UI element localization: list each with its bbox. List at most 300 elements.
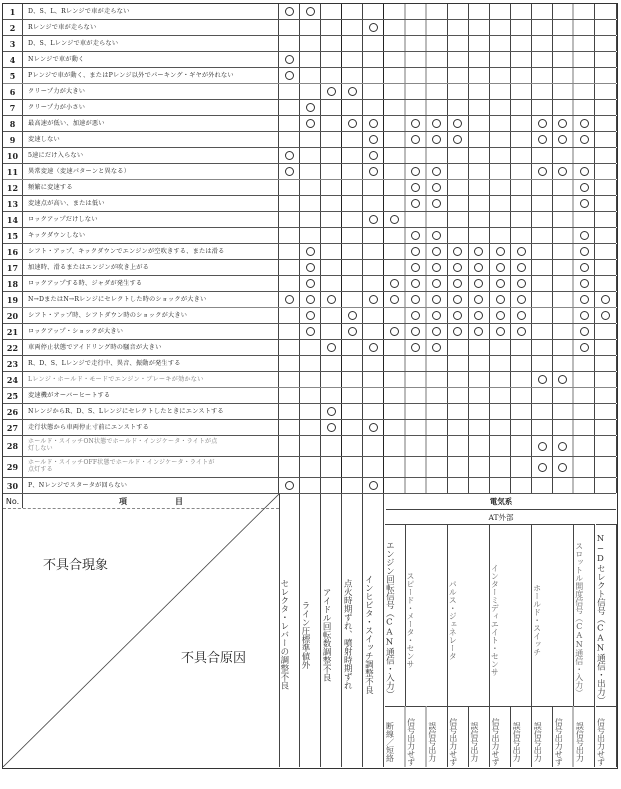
cause-cell (596, 457, 617, 477)
electrical-signal-header (406, 524, 448, 706)
cause-cell (448, 4, 469, 19)
table-row (3, 276, 616, 292)
cause-cell (532, 356, 553, 371)
row-number: 6 (3, 84, 23, 99)
cause-cell (427, 36, 448, 51)
cause-cell (553, 100, 574, 115)
electrical-signal-header (448, 524, 490, 706)
cause-cell (532, 372, 553, 387)
cause-cell (427, 100, 448, 115)
electrical-signal-header (574, 524, 595, 706)
cause-cell (532, 180, 553, 195)
row-item: N→DまたはN→Rレンジにセレクトした時のショックが大きい (23, 292, 279, 307)
circle-mark-icon (390, 215, 399, 224)
circle-mark-icon (369, 167, 378, 176)
cause-cell (300, 436, 321, 456)
cause-cell (279, 260, 300, 275)
row-item: ロックアップ・ショックが大きい (23, 324, 279, 339)
cause-cell (363, 388, 384, 403)
cause-cell (385, 372, 406, 387)
cause-cell (385, 324, 406, 339)
circle-mark-icon (285, 295, 294, 304)
row-number: 7 (3, 100, 23, 115)
cause-cell (469, 20, 490, 35)
cause-cell (553, 212, 574, 227)
cause-cell (321, 340, 342, 355)
failure-mode-header (469, 706, 490, 767)
table-row (3, 4, 616, 20)
row-number: 27 (3, 420, 23, 435)
row-item: Pレンジで車が動く、またはPレンジ以外でパーキング・ギヤが外れない (23, 68, 279, 83)
cause-cell (363, 132, 384, 147)
row-number: 18 (3, 276, 23, 291)
cause-cell (574, 180, 595, 195)
circle-mark-icon (306, 279, 315, 288)
cause-cell (342, 372, 363, 387)
cause-cell (385, 436, 406, 456)
row-number: 30 (3, 478, 23, 493)
cause-cell (490, 132, 511, 147)
circle-mark-icon (432, 199, 441, 208)
cause-cell (574, 388, 595, 403)
circle-mark-icon (517, 247, 526, 256)
table-row (3, 308, 616, 324)
circle-mark-icon (411, 263, 420, 272)
cause-cell (448, 228, 469, 243)
cause-cell (596, 292, 617, 307)
cause-cell (574, 116, 595, 131)
cause-cell (511, 180, 532, 195)
cause-cell (279, 244, 300, 259)
cause-cell (363, 36, 384, 51)
cause-cell (553, 116, 574, 131)
cause-cell (321, 36, 342, 51)
cause-cell (427, 356, 448, 371)
row-number: 17 (3, 260, 23, 275)
circle-mark-icon (517, 295, 526, 304)
cause-cell (406, 420, 427, 435)
row-item: 加速時、滑るまたはエンジンが吹き上がる (23, 260, 279, 275)
cause-cell (574, 148, 595, 163)
circle-mark-icon (411, 327, 420, 336)
cause-cell (342, 457, 363, 477)
failure-mode-header (448, 706, 469, 767)
electrical-signal-label: パルス・ジェネレータ (448, 579, 458, 660)
circle-mark-icon (411, 167, 420, 176)
cause-cell (406, 4, 427, 19)
cause-cell (469, 292, 490, 307)
failure-mode-header (385, 706, 406, 767)
circle-mark-icon (580, 135, 589, 144)
row-number: 24 (3, 372, 23, 387)
cause-cell (469, 68, 490, 83)
cause-cell (574, 356, 595, 371)
cause-cell (300, 196, 321, 211)
cause-cell (279, 196, 300, 211)
circle-mark-icon (369, 215, 378, 224)
circle-mark-icon (580, 119, 589, 128)
cause-cell (321, 212, 342, 227)
cause-cell (427, 132, 448, 147)
row-item: 変速機がオーバーヒートする (23, 388, 279, 403)
cause-cell (448, 308, 469, 323)
cause-cell (385, 478, 406, 493)
cause-cell (532, 244, 553, 259)
cause-cell (532, 457, 553, 477)
circle-mark-icon (453, 311, 462, 320)
mechanical-cause-header (342, 494, 363, 767)
cause-cell (532, 132, 553, 147)
cause-cell (511, 388, 532, 403)
cause-cell (342, 308, 363, 323)
circle-mark-icon (580, 295, 589, 304)
cause-cell (427, 20, 448, 35)
cause-cell (363, 116, 384, 131)
cause-cell (363, 324, 384, 339)
cause-cell (469, 148, 490, 163)
circle-mark-icon (285, 55, 294, 64)
cause-cell (300, 100, 321, 115)
circle-mark-icon (580, 199, 589, 208)
cause-cell (279, 356, 300, 371)
circle-mark-icon (453, 119, 462, 128)
cause-cell (490, 228, 511, 243)
table-row (3, 260, 616, 276)
cause-cell (427, 308, 448, 323)
electrical-signal-label: ホールド・スイッチ (532, 583, 542, 656)
table-row (3, 100, 616, 116)
diagnosis-table (2, 3, 618, 769)
circle-mark-icon (285, 481, 294, 490)
cause-cell (321, 132, 342, 147)
circle-mark-icon (538, 375, 547, 384)
circle-mark-icon (285, 7, 294, 16)
circle-mark-icon (327, 407, 336, 416)
electrical-signal-header (596, 524, 617, 706)
cause-cell (342, 196, 363, 211)
cause-cell (321, 276, 342, 291)
failure-mode-label: 信号出力せず (554, 718, 564, 766)
cause-cell (342, 388, 363, 403)
cause-cell (385, 100, 406, 115)
cause-cell (300, 324, 321, 339)
circle-mark-icon (390, 295, 399, 304)
circle-mark-icon (432, 295, 441, 304)
cause-cell (448, 372, 469, 387)
cause-cell (300, 228, 321, 243)
cause-cell (363, 420, 384, 435)
failure-mode-label: 信号出力せず (596, 718, 606, 766)
cause-cell (342, 36, 363, 51)
cause-cell (532, 420, 553, 435)
cause-cell (469, 244, 490, 259)
table-row (3, 436, 616, 457)
cause-cell (300, 116, 321, 131)
cause-cell (532, 388, 553, 403)
circle-mark-icon (601, 311, 610, 320)
circle-mark-icon (432, 343, 441, 352)
table-row (3, 116, 616, 132)
cause-cell (511, 52, 532, 67)
row-item: クリープ力が小さい (23, 100, 279, 115)
electrical-band (386, 494, 616, 509)
cause-cell (406, 116, 427, 131)
cause-cell (363, 212, 384, 227)
cause-cell (363, 52, 384, 67)
cause-cell (342, 132, 363, 147)
cause-cell (300, 68, 321, 83)
row-number: 20 (3, 308, 23, 323)
cause-cell (490, 148, 511, 163)
failure-mode-header (511, 706, 532, 767)
cause-cell (448, 324, 469, 339)
cause-cell (511, 68, 532, 83)
row-number: 12 (3, 180, 23, 195)
cause-cell (596, 388, 617, 403)
cause-cell (596, 478, 617, 493)
cause-cell (385, 292, 406, 307)
table-row (3, 356, 616, 372)
cause-cell (490, 420, 511, 435)
row-number: 14 (3, 212, 23, 227)
cause-cell (511, 420, 532, 435)
row-item: 走行状態から車両停止寸前にエンストする (23, 420, 279, 435)
cause-cell (342, 148, 363, 163)
cause-cell (532, 164, 553, 179)
electrical-signal-header (532, 524, 574, 706)
table-row (3, 420, 616, 436)
cause-cell (574, 4, 595, 19)
cause-cell (385, 356, 406, 371)
table-row (3, 457, 616, 478)
circle-mark-icon (306, 263, 315, 272)
circle-mark-icon (474, 279, 483, 288)
cause-cell (448, 340, 469, 355)
cause-cell (279, 308, 300, 323)
cause-cell (279, 164, 300, 179)
cause-cell (363, 308, 384, 323)
cause-cell (279, 404, 300, 419)
failure-mode-header (406, 706, 427, 767)
cause-cell (342, 164, 363, 179)
cause-cell (321, 457, 342, 477)
cause-cell (596, 52, 617, 67)
cause-cell (553, 436, 574, 456)
cause-cell (596, 180, 617, 195)
cause-cell (385, 164, 406, 179)
row-number: 19 (3, 292, 23, 307)
cause-cell (553, 148, 574, 163)
cause-cell (553, 340, 574, 355)
cause-cell (596, 84, 617, 99)
cause-cell (490, 36, 511, 51)
cause-cell (385, 196, 406, 211)
failure-mode-label: 信号出力せず (491, 718, 500, 766)
circle-mark-icon (474, 247, 483, 256)
cause-cell (363, 148, 384, 163)
cause-cell (511, 308, 532, 323)
cause-cell (574, 478, 595, 493)
row-item: シフト・アップ、キックダウンでエンジンが空吹きする、または滑る (23, 244, 279, 259)
cause-cell (321, 148, 342, 163)
cause-cell (385, 308, 406, 323)
cause-cell (406, 404, 427, 419)
cause-cell (406, 52, 427, 67)
circle-mark-icon (580, 183, 589, 192)
cause-cell (321, 388, 342, 403)
cause-cell (300, 84, 321, 99)
row-number: 25 (3, 388, 23, 403)
table-header (3, 494, 616, 767)
cause-cell (427, 196, 448, 211)
cause-cell (553, 276, 574, 291)
cause-cell (342, 20, 363, 35)
cause-cell (279, 180, 300, 195)
cause-cell (469, 436, 490, 456)
row-number: 23 (3, 356, 23, 371)
cause-cell (511, 36, 532, 51)
circle-mark-icon (496, 279, 505, 288)
mechanical-cause-label: インヒビタ・スイッチ調整不良 (363, 575, 374, 694)
cause-cell (385, 84, 406, 99)
cause-cell (574, 457, 595, 477)
table-row (3, 132, 616, 148)
cause-cell (385, 132, 406, 147)
cause-cell (532, 228, 553, 243)
circle-mark-icon (453, 327, 462, 336)
cause-cell (363, 457, 384, 477)
circle-mark-icon (327, 343, 336, 352)
cause-cell (532, 20, 553, 35)
electrical-signal-label: スピード・メータ・センサ (405, 571, 415, 668)
at-external-label: AT外部 (488, 512, 514, 522)
cause-cell (427, 436, 448, 456)
cause-cell (427, 68, 448, 83)
cause-cell (553, 457, 574, 477)
cause-cell (342, 324, 363, 339)
cause-cell (406, 164, 427, 179)
circle-mark-icon (496, 295, 505, 304)
cause-cell (532, 260, 553, 275)
cause-cell (574, 436, 595, 456)
circle-mark-icon (538, 442, 547, 451)
cause-cell (300, 276, 321, 291)
cause-cell (448, 457, 469, 477)
cause-cell (574, 308, 595, 323)
cause-cell (469, 164, 490, 179)
row-number: 26 (3, 404, 23, 419)
circle-mark-icon (538, 135, 547, 144)
circle-mark-icon (474, 295, 483, 304)
cause-cell (321, 68, 342, 83)
cause-cell (427, 180, 448, 195)
cause-cell (553, 68, 574, 83)
electrical-signal-label: スロットル開度信号（CAN通信・入力） (574, 542, 584, 697)
cause-cell (363, 228, 384, 243)
cause-cell (448, 148, 469, 163)
cause-cell (342, 84, 363, 99)
cause-cell (427, 292, 448, 307)
cause-cell (532, 404, 553, 419)
circle-mark-icon (306, 311, 315, 320)
cause-cell (427, 372, 448, 387)
cause-cell (448, 388, 469, 403)
circle-mark-icon (411, 279, 420, 288)
row-item: 最高速が低い、加速が悪い (23, 116, 279, 131)
cause-cell (574, 132, 595, 147)
cause-cell (279, 457, 300, 477)
cause-cell (448, 404, 469, 419)
row-item: 変速しない (23, 132, 279, 147)
cause-cell (406, 132, 427, 147)
cause-cell (596, 164, 617, 179)
cause-cell (553, 244, 574, 259)
cause-cell (469, 100, 490, 115)
row-item: クリープ力が大きい (23, 84, 279, 99)
cause-cell (448, 196, 469, 211)
row-item: 異常変速（変速パターンと異なる） (23, 164, 279, 179)
cause-cell (427, 212, 448, 227)
circle-mark-icon (538, 167, 547, 176)
table-row (3, 340, 616, 356)
circle-mark-icon (306, 295, 315, 304)
cause-cell (553, 196, 574, 211)
cause-cell (469, 324, 490, 339)
circle-mark-icon (306, 247, 315, 256)
cause-cell (511, 324, 532, 339)
circle-mark-icon (369, 151, 378, 160)
row-item: P、Nレンジでスタータが回らない (23, 478, 279, 493)
cause-cell (553, 84, 574, 99)
cause-cell (385, 420, 406, 435)
row-item: 5速にだけ入らない (23, 148, 279, 163)
row-item: R、D、S、Lレンジで走行中、異音、振動が発生する (23, 356, 279, 371)
cause-cell (300, 164, 321, 179)
circle-mark-icon (538, 463, 547, 472)
cause-cell (279, 212, 300, 227)
cause-cell (279, 132, 300, 147)
electrical-signal-label: インターミディエイト・センサ (490, 563, 500, 676)
cause-cell (321, 324, 342, 339)
failure-mode-header (553, 706, 574, 767)
electrical-signal-label: N−Dセレクト信号（CAN通信・出力） (595, 534, 606, 705)
cause-cell (532, 340, 553, 355)
cause-cell (596, 228, 617, 243)
cause-cell (363, 436, 384, 456)
row-number: 28 (3, 436, 23, 456)
cause-cell (511, 84, 532, 99)
cause-cell (363, 196, 384, 211)
circle-mark-icon (348, 119, 357, 128)
circle-mark-icon (580, 247, 589, 256)
cause-cell (511, 340, 532, 355)
cause-cell (532, 84, 553, 99)
cause-cell (448, 356, 469, 371)
cause-cell (300, 132, 321, 147)
cause-cell (574, 260, 595, 275)
cause-cell (406, 388, 427, 403)
cause-cell (279, 436, 300, 456)
circle-mark-icon (517, 327, 526, 336)
cause-cell (427, 340, 448, 355)
cause-cell (300, 148, 321, 163)
failure-mode-label: 断線／短絡 (385, 722, 395, 762)
cause-cell (596, 324, 617, 339)
row-number: 16 (3, 244, 23, 259)
cause-cell (596, 4, 617, 19)
cause-cell (279, 52, 300, 67)
cause-cell (511, 212, 532, 227)
